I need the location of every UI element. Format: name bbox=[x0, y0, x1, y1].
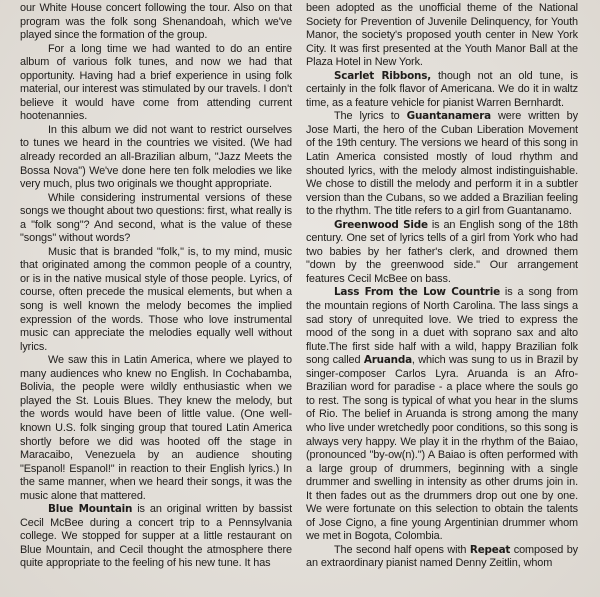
paragraph bbox=[306, 219, 578, 287]
song-title: Greenwood Side bbox=[334, 218, 428, 231]
paragraph-text: , which was sung to us in Brazil by singer-composer Carlos Lyra. Aruanda is an Afro-Brazilian word for paradise - a place where the souls go to rest. The song is typical of what you hear in the slums of Rio. The belief in Aruanda is strong among the many who live under wretchedly poor conditions, so this song is always very happy. We play it in the rhythm of the Baiao, (pronounced "by-ow(n).") A Baiao is often performed with a large group of drummers, beginning with a single drummer and swelling in intensity as other drums join in. It then fades out as the drummers drop out one by one. We were fortunate on this selection to obtain the talents of Jose Cigno, a fine young Argentinian drummer whom we met in Bogota, Colombia. bbox=[306, 354, 578, 543]
paragraph: our White House concert following the tour. Also on that program was the folk song Shenandoah, which we've played since the formation of the group. bbox=[20, 2, 292, 42]
song-title: Scarlet Ribbons, bbox=[334, 69, 431, 82]
paragraph bbox=[306, 286, 578, 543]
paragraph bbox=[306, 544, 578, 571]
paragraph-text: The lyrics to bbox=[334, 110, 407, 123]
song-title: Lass From the Low Countrie bbox=[334, 286, 500, 299]
paragraph-text: is an original written by bassist Cecil McBee during a concert trip to a Pennsylvania college. We stopped for supper at a little restaurant on Blue Mountain, and Cecil thought the atmosphere there quite appropriate to the feeling of his new tune. It has bbox=[20, 503, 292, 570]
right-column bbox=[306, 2, 578, 571]
song-title: Repeat bbox=[469, 543, 511, 556]
song-title: Aruanda bbox=[363, 354, 412, 367]
paragraph bbox=[20, 503, 292, 571]
paragraph bbox=[306, 70, 578, 111]
song-title: Guantanamera bbox=[406, 110, 491, 123]
paragraph: In this album we did not want to restrict ourselves to tunes we heard in the countries we visited. (We had already recorded an all-Brazilian album, "Jazz Meets the Bossa Nova") We've done here ten folk melodies we like very much, plus two originals we thought appropriate. bbox=[20, 123, 292, 191]
paragraph: While considering instrumental versions of these songs we thought about two questions: first, what really is a "folk song"? And second, what is the value of these "songs" without words? bbox=[20, 191, 292, 245]
paragraph-text: The second half opens with bbox=[334, 543, 470, 556]
paragraph-text: though not an old tune, is certainly in the folk flavor of Americana. We do it in waltz time, as a feature vehicle for pianist Warren Bernhardt. bbox=[306, 69, 578, 109]
paragraph: For a long time we had wanted to do an entire album of various folk tunes, and now we had that opportunity. Having had a brief experience in using folk material, our interest was stimulated by our travels. I don't believe it would have come from attending current hootenannies. bbox=[20, 42, 292, 123]
song-title: Blue Mountain bbox=[48, 503, 133, 516]
paragraph: been adopted as the unofficial theme of the National Society for Prevention of Juvenile Delinquency, for Youth Manor, the society's proposed youth center in New York City. It was first presented at the Youth Manor Ball at the Plaza Hotel in New York. bbox=[306, 2, 578, 69]
left-column bbox=[20, 2, 292, 571]
paragraph bbox=[306, 110, 578, 218]
paragraph-text: composed by an extraordinary pianist named Denny Zeitlin, whom bbox=[306, 543, 578, 570]
paragraph-text: is an English song of the 18th century. One set of lyrics tells of a girl from York who had two babies by her father's clerk, and drowned them "down by the greenwood side." Our arrangement features Cecil McBee on bass. bbox=[306, 218, 578, 285]
paragraph-text: is a song from the mountain regions of North Carolina. The lass sings a sad story of unrequited love. We tried to express the mood of the song in a duet with soprano sax and alto flute.The first side half with a wild, happy Brazilian folk song called bbox=[306, 286, 578, 367]
paragraph-text: were written by Jose Marti, the hero of the Cuban Liberation Movement of the 19th century. The versions we heard of this song in Latin America consisted mostly of loud rhythm and shouted lyrics, with the melody almost indistinguishable. We chose to distill the melody and perform it in a subtler version than the Cubans, so we added a Brazilian feeling to the rhythm. The title refers to a girl from Guantanamo. bbox=[306, 110, 578, 218]
paragraph: Music that is branded "folk," is, to my mind, music that originated among the common people of a country, or is in the native musical style of those people. Lyrics, of course, often precede the musical elements, but when a song is well known the melody becomes the implied expression of the words. Those who love instrumental music can appreciate the melodies equally well without lyrics. bbox=[20, 245, 292, 353]
paragraph: We saw this in Latin America, where we played to many audiences who knew no English. In Cochabamba, Bolivia, the people were wildly enthusiastic when we played the St. Louis Blues. They knew the melody, but the words would have been of little value. (One well-known U.S. folk singing group that toured Latin America shortly before we did was hooted off the stage in Maracaibo, Venezuela by an audience shouting "Espanol! Espanol!" in reaction to their English lyrics.) In the same manner, when we heard their songs, it was the music alone that mattered. bbox=[20, 354, 292, 502]
